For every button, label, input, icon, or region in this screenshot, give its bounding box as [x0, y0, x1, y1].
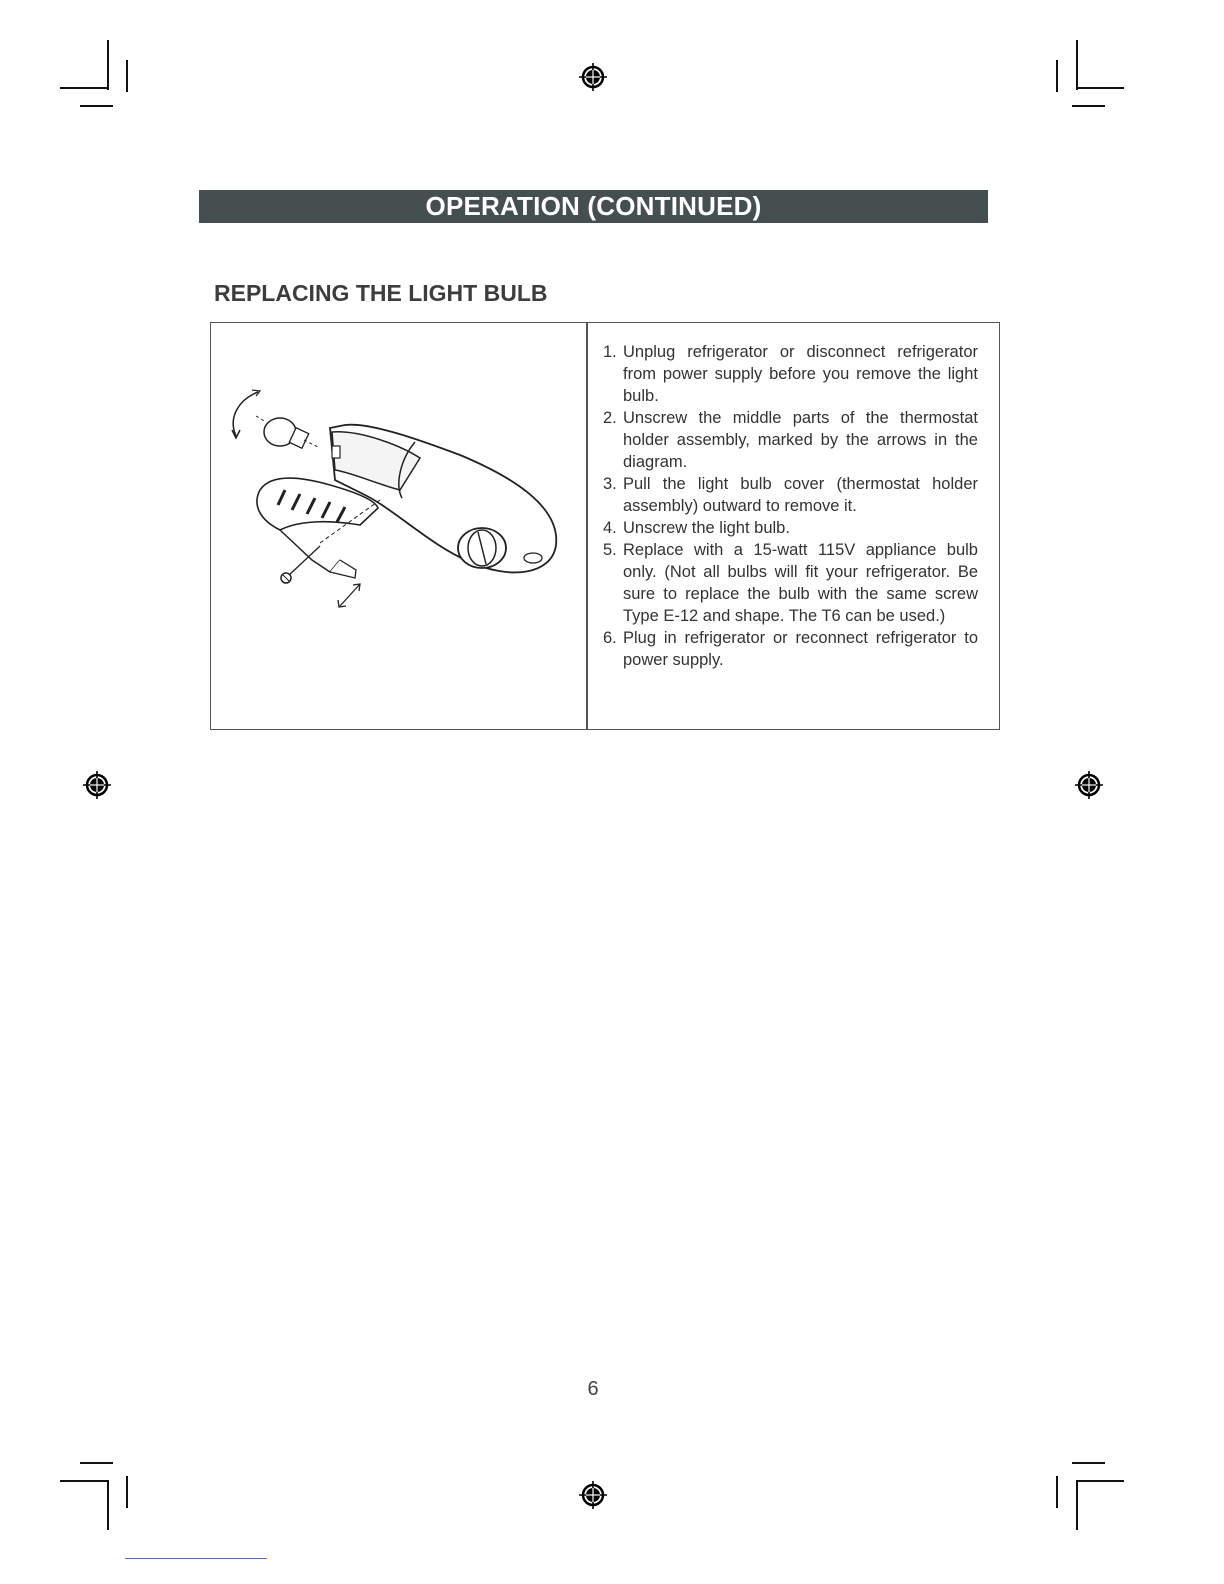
crop-mark	[60, 1480, 108, 1482]
page-number: 6	[587, 1378, 599, 1400]
registration-mark-icon	[82, 770, 112, 800]
box-divider	[586, 322, 588, 730]
step-item: 1. Unplug refrigerator or disconnect refrigerator from power supply before you remove the light bulb.	[603, 343, 978, 405]
crop-mark	[1076, 40, 1078, 90]
step-item: 4. Unscrew the light bulb.	[603, 519, 790, 537]
crop-mark	[1076, 1480, 1124, 1482]
crop-mark	[1072, 1462, 1105, 1464]
crop-mark	[80, 105, 113, 107]
crop-mark	[80, 1462, 113, 1464]
footer-line	[125, 1558, 267, 1559]
step-item: 5. Replace with a 15-watt 115V appliance bulb only. (Not all bulbs will fit your refrigerator. Be sure to replace the bulb with the same screw Type E-12 and shape. The T6 can be used.)	[603, 541, 978, 625]
registration-mark-icon	[578, 1480, 608, 1510]
crop-mark	[1056, 60, 1058, 92]
crop-mark	[1056, 1476, 1058, 1508]
crop-mark	[1072, 105, 1105, 107]
crop-mark	[126, 60, 128, 92]
instruction-steps	[600, 341, 978, 671]
crop-mark	[126, 1476, 128, 1508]
registration-mark-icon	[578, 62, 608, 92]
crop-mark	[107, 40, 109, 90]
registration-mark-icon	[1074, 770, 1104, 800]
light-bulb-diagram	[220, 380, 580, 620]
page-title: OPERATION (CONTINUED)	[425, 191, 762, 221]
step-item: 2. Unscrew the middle parts of the thermostat holder assembly, marked by the arrows in the diagram.	[603, 409, 978, 471]
crop-mark	[1076, 1480, 1078, 1530]
crop-mark	[107, 1480, 109, 1530]
crop-mark	[1076, 87, 1124, 89]
step-item: 6. Plug in refrigerator or reconnect refrigerator to power supply.	[603, 629, 978, 669]
page-header-bar	[199, 190, 988, 223]
crop-mark	[60, 87, 108, 89]
section-title: REPLACING THE LIGHT BULB	[214, 280, 548, 306]
step-item: 3. Pull the light bulb cover (thermostat holder assembly) outward to remove it.	[603, 475, 978, 515]
